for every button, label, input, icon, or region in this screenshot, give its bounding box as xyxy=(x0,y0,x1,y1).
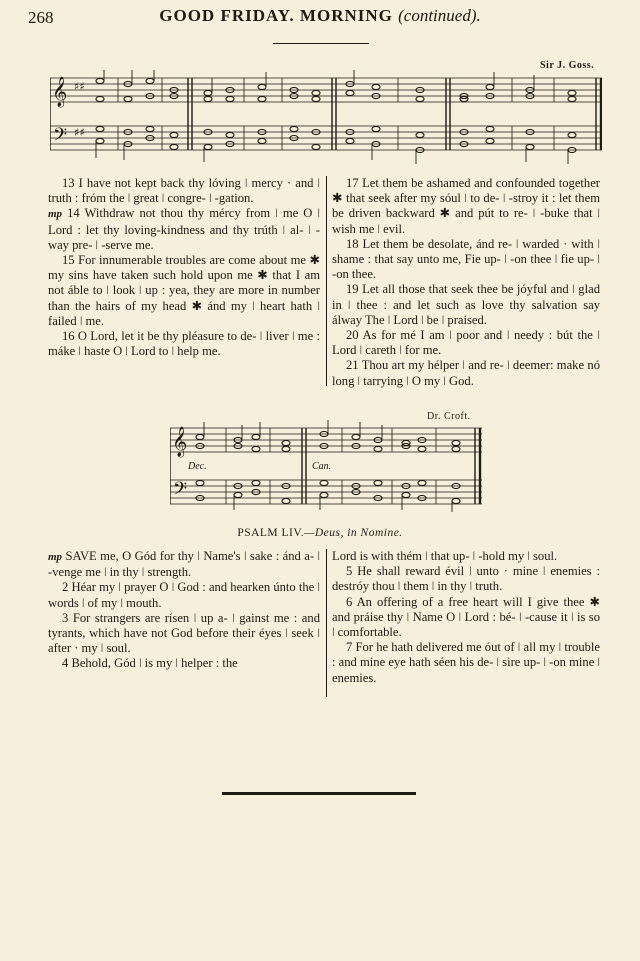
verse-2-text: 2 Héar my ǀ prayer O ǀ God : and hearken únto the ǀ words ǀ of my ǀ mouth. xyxy=(48,580,320,610)
svg-text:𝄞: 𝄞 xyxy=(172,427,188,457)
verse-1 xyxy=(48,549,320,580)
end-rule xyxy=(222,792,416,795)
verse-3-text: 3 For strangers are rísen ǀ up a- ǀ gainst me : and tyrants, which have not God before their éyes ǀ seek ǀ after · my ǀ soul. xyxy=(48,610,320,656)
column-divider xyxy=(326,176,327,386)
verse-4 xyxy=(48,656,320,671)
verse-16-text: 16 O Lord, let it be thy pléasure to de- ǀ liver ǀ me : máke ǀ haste O ǀ Lord to ǀ help me. xyxy=(48,329,320,359)
svg-text:𝄞: 𝄞 xyxy=(52,77,68,107)
verse-18-text: 18 Let them be desolate, ánd re- ǀ warded · with ǀ shame : that say unto me, Fie up- ǀ -on thee ǀ fie up- ǀ -on thee. xyxy=(332,236,600,282)
chant2-label-can: Can. xyxy=(312,461,332,472)
chant2-composer: Dr. Croft. xyxy=(427,411,471,422)
verse-7 xyxy=(332,640,600,686)
running-head-suffix: (continued). xyxy=(398,6,481,25)
verse-14 xyxy=(48,206,320,253)
running-head-title: GOOD FRIDAY. MORNING xyxy=(159,6,393,25)
verse-5-text: 5 He shall reward évil ǀ unto · mine ǀ enemies : destróy thou ǀ them ǀ in thy ǀ truth. xyxy=(332,564,600,594)
verse-18 xyxy=(332,237,600,283)
verse-17-text: 17 Let them be ashamed and confounded together ✱ that seek after my sóul ǀ to de- ǀ -stroy it : let them be driven backward ✱ and pút to re- ǀ -buke that ǀ wish me ǀ evil. xyxy=(332,176,600,236)
chant2-label-dec: Dec. xyxy=(188,461,207,472)
verse-13 xyxy=(48,176,320,206)
verse-1-text: SAVE me, O Gód for thy ǀ Name's ǀ sake : ánd a- ǀ -venge me ǀ in thy ǀ strength. xyxy=(48,549,320,580)
verse-21 xyxy=(332,358,600,388)
header-rule xyxy=(273,43,369,44)
verse-6-text: 6 An offering of a free heart will I give thee ✱ and práise thy ǀ Name O ǀ Lord : bé- ǀ -cause it ǀ is so ǀ comfortable. xyxy=(332,594,600,640)
svg-text:𝄢: 𝄢 xyxy=(53,125,68,150)
verse-17 xyxy=(332,176,600,237)
running-head xyxy=(0,6,640,26)
verse-13-text: 13 I have not kept back thy lóving ǀ mercy · and ǀ truth : fróm the ǀ great ǀ congre- ǀ -gation. xyxy=(48,176,320,206)
verse-15-text: 15 For innumerable troubles are come about me ✱ my sins have taken such hold upon me ✱ that I am not áble to ǀ look ǀ up : yea, they are more in number than the hairs of my head ✱ ánd my ǀ heart hath ǀ failed ǀ me. xyxy=(48,253,320,328)
verse-21-text: 21 Thou art my hélper ǀ and re- ǀ deemer: make nó long ǀ tarrying ǀ O my ǀ God. xyxy=(332,358,600,388)
verse-3 xyxy=(48,611,320,657)
dynamic-mark: mp xyxy=(48,208,63,221)
verse-4-cont xyxy=(332,549,600,564)
svg-text:♯♯: ♯♯ xyxy=(74,80,85,93)
column-divider xyxy=(326,549,327,697)
verse-15 xyxy=(48,253,320,329)
psalm22-right-column xyxy=(332,176,600,389)
verse-7-text: 7 For he hath delivered me óut of ǀ all my ǀ trouble : and mine eye hath séen his de- ǀ sire up- ǀ -on mine ǀ enemies. xyxy=(332,640,600,685)
svg-text:♯♯: ♯♯ xyxy=(74,126,85,139)
verse-19-text: 19 Let all those that seek thee be jóyful and ǀ glad in ǀ thee : and let such as love thy salvation say álway The ǀ Lord ǀ be ǀ praised. xyxy=(332,282,600,327)
chant1-composer: Sir J. Goss. xyxy=(540,60,595,71)
dynamic-mark: mp xyxy=(48,551,63,563)
svg-text:𝄢: 𝄢 xyxy=(173,479,188,504)
page-number: 268 xyxy=(28,8,54,27)
verse-5 xyxy=(332,564,600,594)
psalm54-latin: —Deus, in Nomine. xyxy=(304,527,403,539)
verse-2 xyxy=(48,580,320,610)
psalm22-left-column xyxy=(48,176,320,359)
psalm54-number: PSALM LIV. xyxy=(237,527,305,539)
verse-14-text: 14 Withdraw not thou thy mércy from ǀ me O ǀ Lord : let thy loving-kindness and thy trúth ǀ al- ǀ -way pre- ǀ -serve me. xyxy=(48,206,320,252)
psalm54-right-column xyxy=(332,549,600,686)
verse-4-text: 4 Behold, Gód ǀ is my ǀ helper : the xyxy=(62,656,238,671)
verse-19 xyxy=(332,282,600,328)
verse-6 xyxy=(332,595,600,641)
verse-16 xyxy=(48,329,320,359)
chant1-score xyxy=(50,70,602,164)
verse-4-cont-text: Lord is with thém ǀ that up- ǀ -hold my ǀ soul. xyxy=(332,549,558,563)
psalm54-title xyxy=(0,527,640,539)
verse-20-text: 20 As for mé I am ǀ poor and ǀ needy : bút the ǀ Lord ǀ careth ǀ for me. xyxy=(332,328,600,358)
verse-20 xyxy=(332,328,600,358)
psalm54-left-column xyxy=(48,549,320,672)
